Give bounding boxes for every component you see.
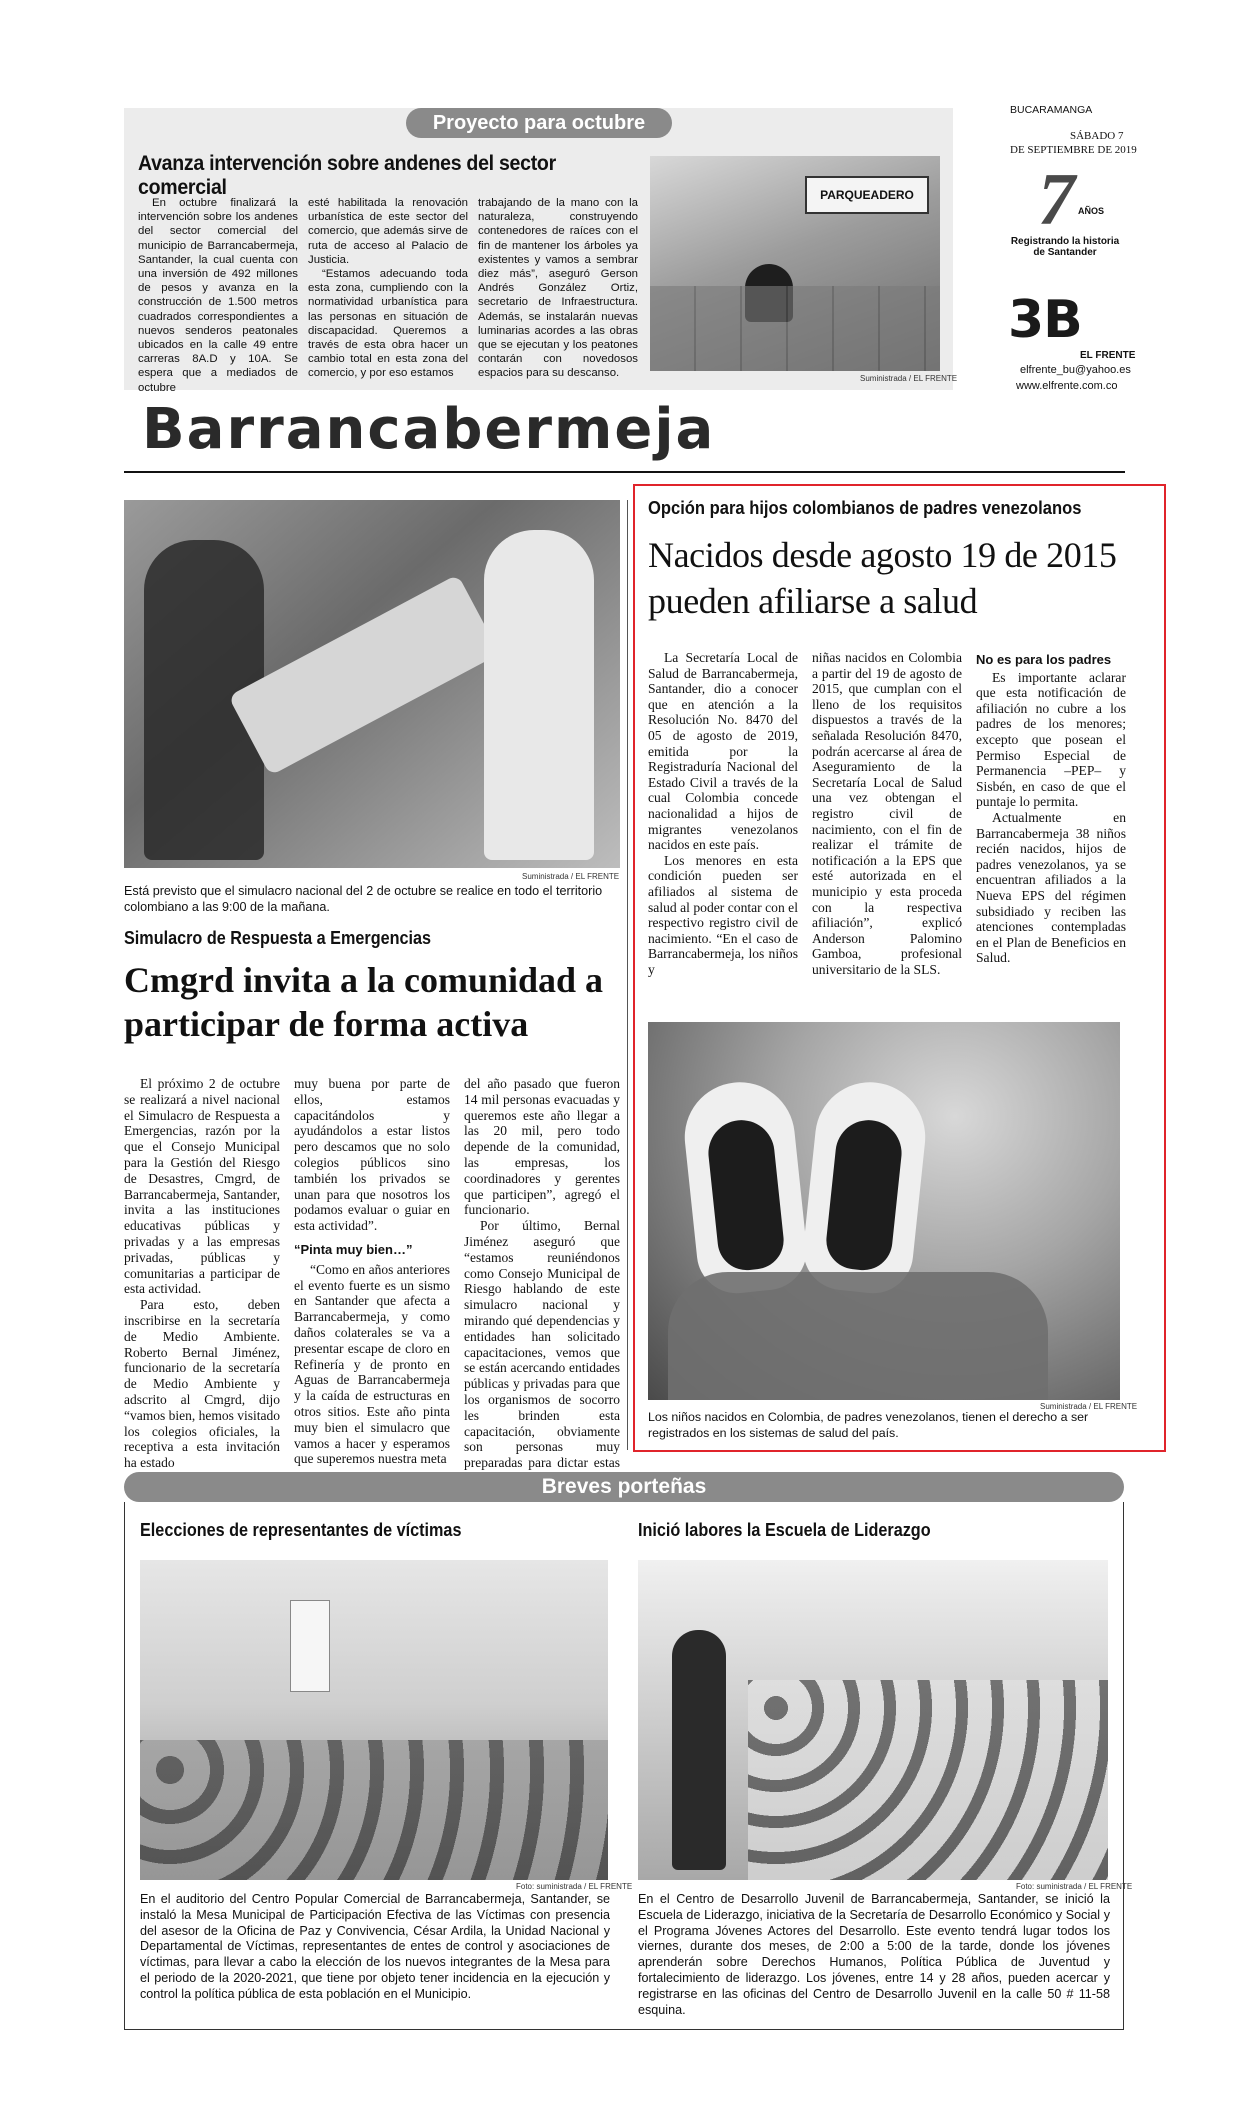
left-story-kicker: Simulacro de Respuesta a Emergencias	[124, 928, 432, 948]
paper-website[interactable]: www.elfrente.com.co	[1016, 380, 1118, 392]
leadership-photo-credit: Foto: suministrada / EL FRENTE	[1016, 1882, 1133, 1891]
date-line-2: DE SEPTIEMBRE DE 2019	[1010, 144, 1137, 156]
anniversary-tagline: Registrando la historia de Santander	[1010, 236, 1120, 258]
right-foot	[799, 1077, 930, 1297]
meeting-audience	[140, 1740, 608, 1880]
students-seated	[748, 1680, 1108, 1880]
anniversary-number: 7	[1038, 159, 1075, 241]
drill-photo-credit: Suministrada / EL FRENTE	[522, 872, 620, 881]
right-story-col2: niñas nacidos en Colombia a partir del 19 de agosto de 2015, que cumplan con el lleno de los requisitos dispuestos a través de la señalada Resolución 8470, podrán acercarse al área de Aseguramiento de la Secretaría Local de Salud una vez obtengan el registro civil de nacimiento, con el fin de realizar el trámite de notificación a la EPS que esté autorizada en el municipio y esta proceda con la respectiva afiliación”, explicó Anderson Palomino Gamboa, profesional universitario de la SLS.	[812, 650, 962, 977]
date-line-1: SÁBADO 7	[1070, 130, 1124, 142]
left-footprint-ink	[705, 1117, 786, 1273]
stretcher	[228, 574, 500, 776]
brief-right-title: Inició labores la Escuela de Liderazgo	[638, 1520, 931, 1540]
left-story-subhead: “Pinta muy bien…”	[294, 1241, 413, 1257]
speaker-figure	[672, 1630, 726, 1870]
top-story-col1: En octubre finalizará la intervención sobre los andenes del sector comercial del municipio de Barrancabermeja, Santander, la cual cuenta con una inversión de 492 millones de pesos y avanza en la construcción de 1.500 metros cuadrados correspondientes a nuevos senderos peatonales ubicados en la calle 49 entre carreras 8A.D y 10A. Se espera que a mediados de octubre	[138, 197, 298, 394]
top-story-headline: Avanza intervención sobre andenes del sector comercial	[138, 152, 556, 199]
top-story-kicker: Proyecto para octubre	[406, 108, 672, 138]
city-label: BUCARAMANGA	[1010, 104, 1093, 116]
right-story-col3: No es para los padres Es importante aclarar que esta notificación de afiliación no cubre a los padres de los menores; excepto que posean el Permiso Especial de Permanencia –PEP– y Sisbén, en caso de que el puntaje lo permita. Actualmente en Barrancabermeja 38 niños recién nacidos, hijos de padres venezolanos, ya se encuentran afiliados a la Nueva EPS del régimen subsidiado y reciben las atenciones contempladas en el Plan de Beneficios en Salud.	[976, 652, 1126, 966]
left-story-col1: El próximo 2 de octubre se realizará a nivel nacional el Simulacro de Respuesta a Emergencias, razón por la que el Consejo Municipal para la Gestión del Riesgo de Desastres, Cmgrd, de Barrancabermeja, Santander, invita a las instituciones educativas públicas y privadas y a las empresas privadas, públicas y comunitarias a participar de esta actividad. Para esto, deben inscribirse en la secretaría de Medio Ambiente. Roberto Bernal Jiménez, funcionario de la secretaría de Medio Ambiente y adscrito al Cmgrd, dijo “vamos bien, hemos visitado los colegios oficiales, la receptiva a esta invitación ha estado	[124, 1076, 280, 1471]
paper-email[interactable]: elfrente_bu@yahoo.es	[1020, 364, 1131, 376]
victims-meeting-photo	[140, 1560, 608, 1880]
brief-left-text: En el auditorio del Centro Popular Comercial de Barrancabermeja, Santander, se instaló la Mesa Municipal de Participación Efectiva de las Víctimas con presencia del asesor de la Oficina de Paz y Convivencia, César Ardila, la Unidad Nacional y Departamental de Víctimas, representantes de entes de control y asociaciones de víctimas, para llevar a cabo la elección de los nuevos integrantes de la Mesa para el periodo de la 2020-2021, que tiene por objeto tener incidencia en la ejecución y control la política pública de esta población en el Municipio.	[140, 1892, 610, 2001]
briefs-band-title: Breves porteñas	[541, 1475, 707, 1498]
baby-photo-credit: Suministrada / EL FRENTE	[1040, 1402, 1138, 1411]
baby-photo-caption: Los niños nacidos en Colombia, de padres venezolanos, tienen el derecho a ser registrados en los sistemas de salud del país.	[648, 1410, 1089, 1440]
top-photo-credit: Suministrada / EL FRENTE	[860, 374, 958, 383]
top-story-col2: esté habilitada la renovación urbanística de este sector del comercio, que además sirve de ruta de acceso al Palacio de Justicia. “Estamos adecuando toda esta zona, cumpliendo con la normatividad urbanística para las personas en situación de discapacidad. Queremos a través de esta obra hacer un cambio total en esta zona del comercio, y por eso estamos	[308, 197, 468, 380]
adult-hands	[668, 1272, 1048, 1400]
victims-photo-credit: Foto: suministrada / EL FRENTE	[516, 1882, 633, 1891]
brief-left-title: Elecciones de representantes de víctimas	[140, 1520, 462, 1540]
left-story-col3: del año pasado que fueron 14 mil personas evacuadas y queremos este año llegar a las 20 mil, pero todo depende de la comunidad, las empresas, los coordinadores y gerentes que participen”, agregó el funcionario. Por último, Bernal Jiménez aseguró que “estamos reuniéndonos como Consejo Municipal de Riesgo hablando de este simulacro nacional y mirando qué dependencias y entidades han solicitado capacitaciones, vemos que se están acercando entidades públicas y privadas para que los organismos de socorro les brinden esta capacitación, obviamente son personas muy preparadas para dictar estas	[464, 1076, 620, 1471]
column-divider	[627, 500, 628, 1450]
meeting-banner	[290, 1600, 330, 1692]
leadership-school-photo	[638, 1560, 1108, 1880]
briefs-band	[124, 1472, 1124, 1502]
sidewalk-photo	[650, 156, 940, 371]
right-story-subhead: No es para los padres	[976, 652, 1112, 667]
brief-right-text: En el Centro de Desarrollo Juvenil de Barrancabermeja, Santander, se inició la Escuela de Liderazgo, iniciativa de la Secretaría de Desarrollo Económico y Social y el Programa Jóvenes Actores del Desarrollo. Este evento tendrá lugar todos los viernes, durante dos meses, de 2:00 a 5:00 de la tarde, donde los jóvenes aprenderán sobre Derechos Humanos, Política Pública de Juventud y fortalecimiento de liderazgo. Los jóvenes, entre 14 y 28 años, pueden acercar y registrarse en las oficinas del Centro de Desarrollo Juvenil en la calle 50 # 11-58 esquina.	[638, 1892, 1110, 2017]
baby-feet-photo	[648, 1022, 1120, 1400]
sidewalk-tiles	[650, 286, 940, 371]
section-title: Barrancabermeja	[142, 397, 716, 462]
right-story-headline: Nacidos desde agosto 19 de 2015 pueden afiliarse a salud	[648, 535, 1117, 621]
drill-photo	[124, 500, 620, 868]
parking-sign: PARQUEADERO	[805, 176, 929, 214]
anniversary-logo	[1010, 159, 1120, 276]
left-story-headline: Cmgrd invita a la comunidad a participar de forma activa	[124, 960, 604, 1044]
paper-name: EL FRENTE	[1080, 350, 1136, 361]
top-story-col3: trabajando de la mano con la naturaleza, construyendo contenedores de raíces con el fin de mantener los árboles ya existentes y vamos a sembrar diez más”, aseguró Gerson Andrés González Ortiz, secretario de Infraestructura. Además, se instalarán nuevas luminarias acordes a las obras que se ejecutan y los peatones contarán con novedosos espacios para su descanso.	[478, 197, 638, 380]
right-story-col1: La Secretaría Local de Salud de Barrancabermeja, Santander, dio a conocer que en atención a la Resolución No. 8470 del 05 de agosto de 2019, emitida por la Registraduría Nacional del Estado Civil a través de la cual Colombia concede nacionalidad a hijos de migrantes venezolanos nacidos en este país. Los menores en esta condición pueden ser afiliados al sistema de salud al poder contar con el respectivo registro civil de nacimiento. “En el caso de Barrancabermeja, los niños y	[648, 650, 798, 977]
left-story-col2: muy buena por parte de ellos, estamos capacitándolos y ayudándolos a estar listos pero descamos que no solo colegios públicos sino también los privados se unan para que nosotros los podamos evaluar o guiar en esta actividad”. “Pinta muy bien…” “Como en años anteriores el evento fuerte es un sismo en Santander que afecta a Barrancabermeja, y como daños colaterales se va a presentar escape de cloro en Refinería y de pronto en Aguas de Barrancabermeja y la caída de estructuras en otros sitios. Este año pinta muy bien el simulacro que vamos a hacer y esperamos que superemos nuestra meta	[294, 1076, 450, 1467]
left-foot	[679, 1077, 810, 1297]
volunteer-figure	[484, 530, 594, 860]
drill-photo-caption: Está previsto que el simulacro nacional del 2 de octubre se realice en todo el territorio colombiano a las 9:00 de la mañana.	[124, 884, 603, 914]
section-rule	[124, 471, 1125, 473]
right-footprint-ink	[824, 1117, 905, 1273]
anniversary-word: AÑOS	[1078, 206, 1105, 216]
right-story-kicker: Opción para hijos colombianos de padres venezolanos	[648, 498, 1082, 518]
page-number: 3B	[1008, 290, 1082, 350]
